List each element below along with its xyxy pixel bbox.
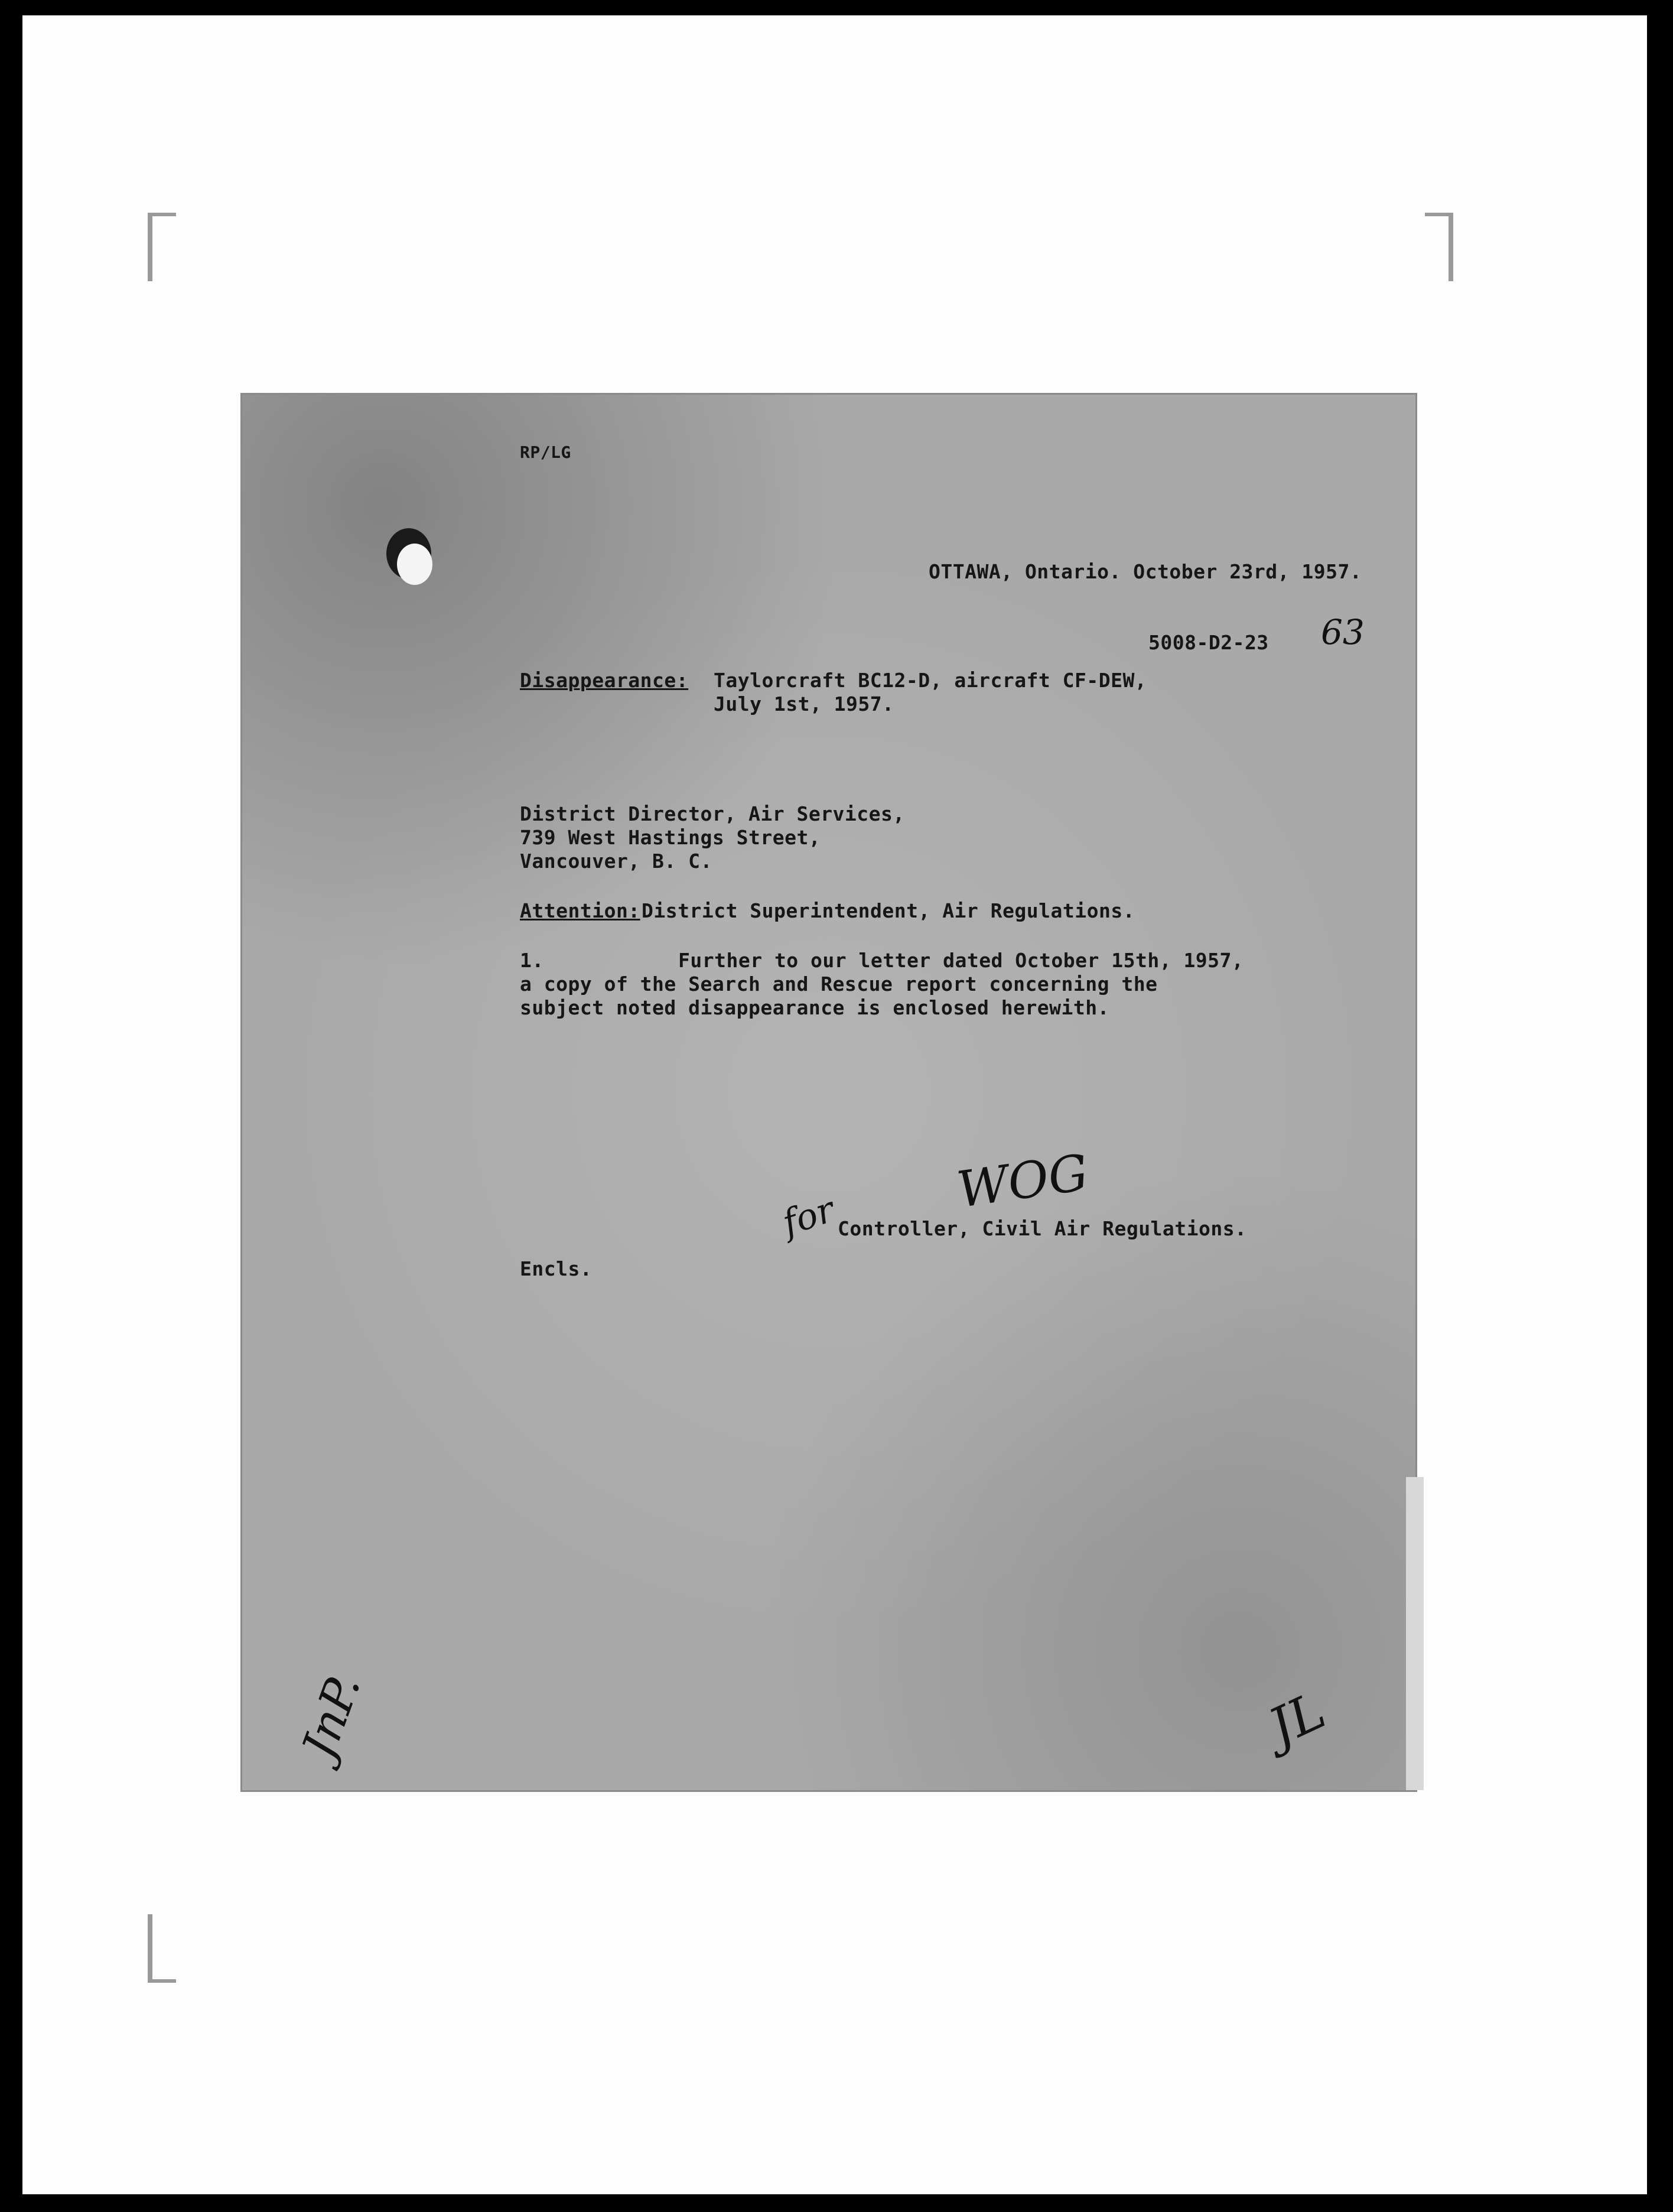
punch-hole bbox=[397, 544, 432, 585]
crop-mark-top-left bbox=[148, 213, 176, 281]
signature-prefix: for bbox=[777, 1189, 839, 1244]
crop-mark-top-right bbox=[1425, 213, 1453, 281]
subject-line-2: July 1st, 1957. bbox=[714, 692, 894, 715]
reference-initials: RP/LG bbox=[520, 443, 571, 462]
page-edge bbox=[1406, 1477, 1424, 1790]
page-annotation: 63 bbox=[1321, 612, 1365, 652]
address-line-3: Vancouver, B. C. bbox=[520, 850, 712, 873]
letter-page bbox=[242, 395, 1415, 1790]
paragraph-line-3: subject noted disappearance is enclosed herewith. bbox=[520, 996, 1110, 1019]
enclosures-note: Encls. bbox=[520, 1257, 593, 1280]
address-line-1: District Director, Air Services, bbox=[520, 802, 905, 825]
paragraph-number: 1. bbox=[520, 949, 544, 972]
address-line-2: 739 West Hastings Street, bbox=[520, 826, 821, 849]
attention-label: Attention: bbox=[520, 899, 640, 922]
paragraph-line-1: Further to our letter dated October 15th, 1957, bbox=[678, 949, 1244, 972]
subject-label: Disappearance: bbox=[520, 669, 689, 692]
attention-text: District Superintendent, Air Regulations. bbox=[642, 899, 1135, 922]
signature: WOG bbox=[953, 1143, 1092, 1219]
crop-mark-bottom-left bbox=[148, 1914, 176, 1983]
margin-initials-right: JL bbox=[1260, 1681, 1335, 1758]
place-and-date: OTTAWA, Ontario. October 23rd, 1957. bbox=[929, 560, 1362, 583]
signature-title: Controller, Civil Air Regulations. bbox=[838, 1217, 1247, 1240]
file-number: 5008-D2-23 bbox=[1148, 631, 1269, 654]
subject-line-1: Taylorcraft BC12-D, aircraft CF-DEW, bbox=[714, 669, 1147, 692]
margin-initials-left: JnP. bbox=[292, 1667, 372, 1765]
paragraph-line-2: a copy of the Search and Rescue report concerning the bbox=[520, 972, 1158, 996]
